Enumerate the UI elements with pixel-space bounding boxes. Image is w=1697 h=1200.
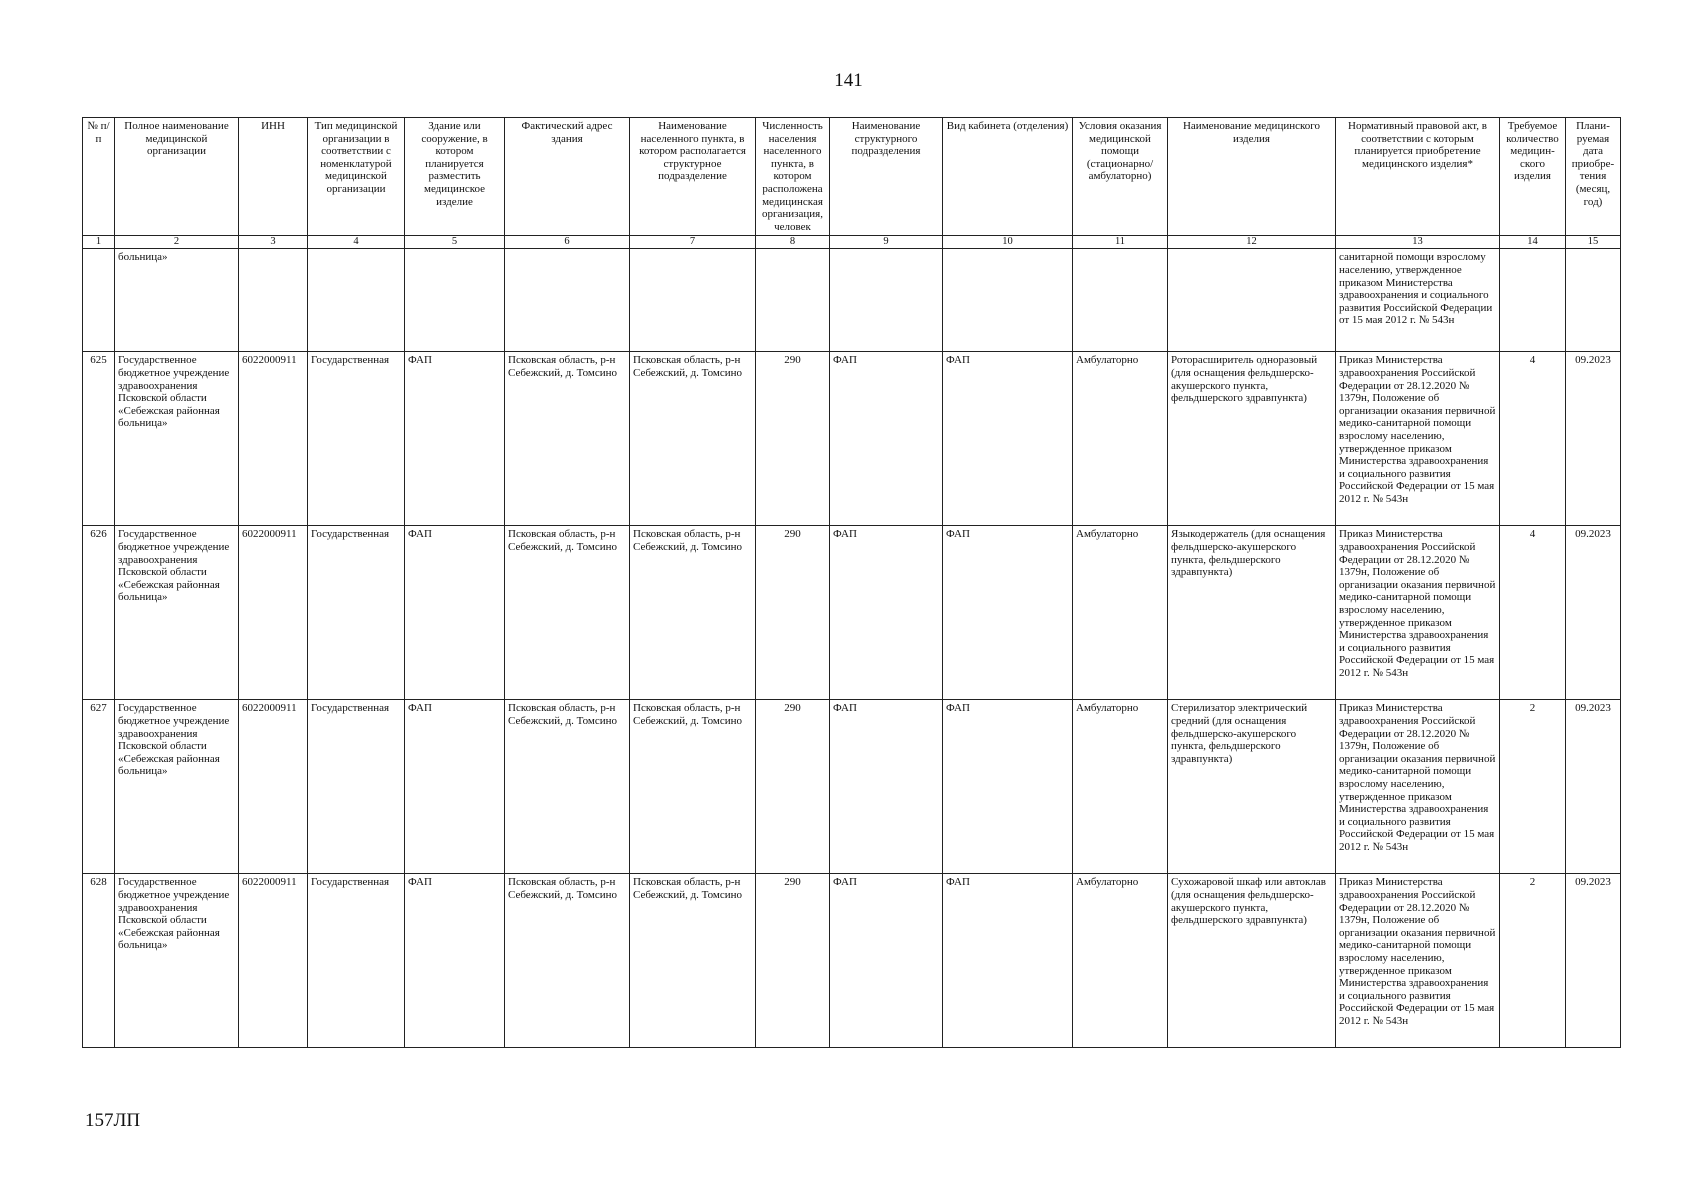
device-name: Сухожаровой шкаф или автоклав (для оснащения фельдшерско-акушерского пункта, фельдшерского здравпункта): [1168, 874, 1336, 1048]
planned-date: 09.2023: [1566, 352, 1621, 526]
org-type: Государственная: [308, 874, 405, 1048]
settlement: Псковская область, р-н Себежский, д. Томсино: [630, 526, 756, 700]
settlement: Псковская область, р-н Себежский, д. Томсино: [630, 352, 756, 526]
column-number: 15: [1566, 236, 1621, 249]
cell-empty: [1500, 249, 1566, 352]
planned-date: 09.2023: [1566, 700, 1621, 874]
cabinet-type: ФАП: [943, 526, 1073, 700]
column-number-row: [83, 236, 1621, 249]
column-number: 6: [505, 236, 630, 249]
row-number: 627: [83, 700, 115, 874]
org-name: Государственное бюджетное учреждение здравоохранения Псковской области «Себежская районная больница»: [115, 874, 239, 1048]
inn: 6022000911: [239, 526, 308, 700]
cabinet-type: ФАП: [943, 874, 1073, 1048]
column-number: 1: [83, 236, 115, 249]
legal-act-continuation: санитарной помощи взрослому населению, утвержденное приказом Министерства здравоохранения и социального развития Российской Федерации от 15 мая 2012 г. № 543н: [1336, 249, 1500, 352]
column-number: 5: [405, 236, 505, 249]
population: 290: [756, 700, 830, 874]
device-name: Стерилизатор электрический средний (для оснащения фельдшерско-акушерского пункта, фельдшерского здравпункта): [1168, 700, 1336, 874]
population: 290: [756, 874, 830, 1048]
care-conditions: Амбулаторно: [1073, 700, 1168, 874]
cell-empty: [405, 249, 505, 352]
header-row: [83, 118, 1621, 236]
header-cell: Нормативный правовой акт, в соответствии с которым планируется приобретение медицинского изделия*: [1336, 118, 1500, 236]
table-row: [83, 352, 1621, 526]
org-type: Государственная: [308, 352, 405, 526]
org-name: Государственное бюджетное учреждение здравоохранения Псковской области «Себежская районная больница»: [115, 700, 239, 874]
building: ФАП: [405, 526, 505, 700]
header-cell: Здание или сооружение, в котором планируется разместить медицинское изделие: [405, 118, 505, 236]
address: Псковская область, р-н Себежский, д. Томсино: [505, 352, 630, 526]
structural-unit: ФАП: [830, 526, 943, 700]
structural-unit: ФАП: [830, 352, 943, 526]
settlement: Псковская область, р-н Себежский, д. Томсино: [630, 874, 756, 1048]
column-number: 13: [1336, 236, 1500, 249]
document-code: 157ЛП: [85, 1110, 141, 1131]
structural-unit: ФАП: [830, 874, 943, 1048]
header-cell: Наименование структурного подразделения: [830, 118, 943, 236]
header-cell: Фактический адрес здания: [505, 118, 630, 236]
population: 290: [756, 526, 830, 700]
row-number: 626: [83, 526, 115, 700]
building: ФАП: [405, 352, 505, 526]
inn: 6022000911: [239, 874, 308, 1048]
inn: 6022000911: [239, 352, 308, 526]
header-cell: № п/п: [83, 118, 115, 236]
header-cell: ИНН: [239, 118, 308, 236]
header-cell: Плани-руемая дата приобре-тения (месяц, год): [1566, 118, 1621, 236]
quantity: 2: [1500, 700, 1566, 874]
header-cell: Численность населения населенного пункта, в котором расположена медицинская организация, человек: [756, 118, 830, 236]
planned-date: 09.2023: [1566, 874, 1621, 1048]
cabinet-type: ФАП: [943, 352, 1073, 526]
column-number: 14: [1500, 236, 1566, 249]
header-cell: Условия оказания медицинской помощи (стационарно/ амбулаторно): [1073, 118, 1168, 236]
address: Псковская область, р-н Себежский, д. Томсино: [505, 700, 630, 874]
care-conditions: Амбулаторно: [1073, 526, 1168, 700]
cell-empty: [630, 249, 756, 352]
column-number: 12: [1168, 236, 1336, 249]
legal-act: Приказ Министерства здравоохранения Российской Федерации от 28.12.2020 № 1379н, Положение об организации оказания первичной медико-санитарной помощи взрослому населению, утвержденное приказом Министерства здравоохранения и социального развития Российской Федерации от 15 мая 2012 г. № 543н: [1336, 526, 1500, 700]
legal-act: Приказ Министерства здравоохранения Российской Федерации от 28.12.2020 № 1379н, Положение об организации оказания первичной медико-санитарной помощи взрослому населению, утвержденное приказом Министерства здравоохранения и социального развития Российской Федерации от 15 мая 2012 г. № 543н: [1336, 700, 1500, 874]
cell-empty: [1073, 249, 1168, 352]
quantity: 2: [1500, 874, 1566, 1048]
org-type: Государственная: [308, 526, 405, 700]
header-cell: Наименование медицинского изделия: [1168, 118, 1336, 236]
table-row: [83, 700, 1621, 874]
header-cell: Требуемое количество медицин-ского изделия: [1500, 118, 1566, 236]
cell-empty: [505, 249, 630, 352]
table-row: [83, 874, 1621, 1048]
column-number: 7: [630, 236, 756, 249]
care-conditions: Амбулаторно: [1073, 352, 1168, 526]
column-number: 3: [239, 236, 308, 249]
column-number: 8: [756, 236, 830, 249]
column-number: 9: [830, 236, 943, 249]
cell-empty: [239, 249, 308, 352]
cell-empty: [308, 249, 405, 352]
population: 290: [756, 352, 830, 526]
building: ФАП: [405, 700, 505, 874]
continuation-row: [83, 249, 1621, 352]
header-cell: Наименование населенного пункта, в котором располагается структурное подразделение: [630, 118, 756, 236]
equipment-registry-table: [82, 117, 1621, 1048]
header-cell: Вид кабинета (отделения): [943, 118, 1073, 236]
planned-date: 09.2023: [1566, 526, 1621, 700]
org-type: Государственная: [308, 700, 405, 874]
cell-empty: [756, 249, 830, 352]
header-cell: Тип медицинской организации в соответствии с номенклатурой медицинской организации: [308, 118, 405, 236]
org-name: Государственное бюджетное учреждение здравоохранения Псковской области «Себежская районная больница»: [115, 526, 239, 700]
org-name: Государственное бюджетное учреждение здравоохранения Псковской области «Себежская районная больница»: [115, 352, 239, 526]
settlement: Псковская область, р-н Себежский, д. Томсино: [630, 700, 756, 874]
structural-unit: ФАП: [830, 700, 943, 874]
table-row: [83, 526, 1621, 700]
column-number: 4: [308, 236, 405, 249]
address: Псковская область, р-н Себежский, д. Томсино: [505, 874, 630, 1048]
header-cell: Полное наименование медицинской организации: [115, 118, 239, 236]
cell-empty: [830, 249, 943, 352]
page-number: 141: [834, 70, 863, 91]
cell-empty: [1566, 249, 1621, 352]
org-name-continuation: больница»: [115, 249, 239, 352]
cell-empty: [1168, 249, 1336, 352]
column-number: 11: [1073, 236, 1168, 249]
quantity: 4: [1500, 352, 1566, 526]
legal-act: Приказ Министерства здравоохранения Российской Федерации от 28.12.2020 № 1379н, Положение об организации оказания первичной медико-санитарной помощи взрослому населению, утвержденное приказом Министерства здравоохранения и социального развития Российской Федерации от 15 мая 2012 г. № 543н: [1336, 874, 1500, 1048]
quantity: 4: [1500, 526, 1566, 700]
row-number: 625: [83, 352, 115, 526]
care-conditions: Амбулаторно: [1073, 874, 1168, 1048]
address: Псковская область, р-н Себежский, д. Томсино: [505, 526, 630, 700]
cell-empty: [943, 249, 1073, 352]
row-number: 628: [83, 874, 115, 1048]
device-name: Языкодержатель (для оснащения фельдшерско-акушерского пункта, фельдшерского здравпункта): [1168, 526, 1336, 700]
column-number: 10: [943, 236, 1073, 249]
column-number: 2: [115, 236, 239, 249]
building: ФАП: [405, 874, 505, 1048]
inn: 6022000911: [239, 700, 308, 874]
cabinet-type: ФАП: [943, 700, 1073, 874]
legal-act: Приказ Министерства здравоохранения Российской Федерации от 28.12.2020 № 1379н, Положение об организации оказания первичной медико-санитарной помощи взрослому населению, утвержденное приказом Министерства здравоохранения и социального развития Российской Федерации от 15 мая 2012 г. № 543н: [1336, 352, 1500, 526]
cell-empty: [83, 249, 115, 352]
device-name: Роторасширитель одноразовый (для оснащения фельдшерско-акушерского пункта, фельдшерского здравпункта): [1168, 352, 1336, 526]
